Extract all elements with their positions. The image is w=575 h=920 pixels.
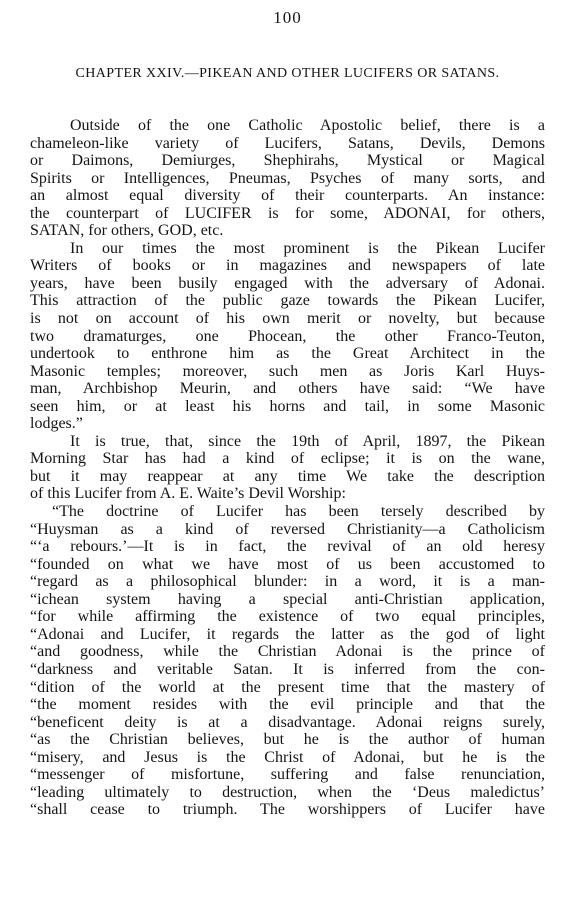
text-line: Morning Star has had a kind of eclipse; it is on the wane, <box>30 450 545 468</box>
text-line: “misery, and Jesus is the Christ of Adonai, but he is the <box>30 748 545 766</box>
page-number: 100 <box>273 8 302 27</box>
text-line: years, have been busily engaged with the adversary of Adonai. <box>30 274 545 292</box>
text-line: an almost equal diversity of their counterparts. An instance: <box>30 187 545 205</box>
text-line: Spirits or Intelligences, Pneumas, Psyches of many sorts, and <box>30 169 545 187</box>
text-line: seen him, or at least his horns and tail, in some Masonic <box>30 397 545 415</box>
text-line: but it may reappear at any time We take the description <box>30 467 545 485</box>
text-line: Masonic temples; moreover, such men as Joris Karl Huys- <box>30 362 545 380</box>
text-line: “Adonai and Lucifer, it regards the latter as the god of light <box>30 625 545 643</box>
text-line: “darkness and veritable Satan. It is inferred from the con- <box>30 660 545 678</box>
text-line: “for while affirming the existence of two equal principles, <box>30 608 545 626</box>
text-line: “ichean system having a special anti-Christian application, <box>30 590 545 608</box>
text-line: SATAN, for others, GOD, etc. <box>30 222 224 240</box>
text-line: the counterpart of LUCIFER is for some, ADONAI, for others, <box>30 204 545 222</box>
text-line: is not on account of his own merit or novelty, but because <box>30 310 545 328</box>
text-line: “founded on what we have most of us been accustomed to <box>30 555 545 573</box>
text-line: “dition of the world at the present time that the mastery of <box>30 678 545 696</box>
body-text <box>30 117 545 819</box>
text-line: chameleon-like variety of Lucifers, Satans, Devils, Demons <box>30 134 545 152</box>
text-line: “leading ultimately to destruction, when the ‘Deus maledictus’ <box>30 783 545 801</box>
text-line: “Huysman as a kind of reversed Christianity—a Catholicism <box>30 520 545 538</box>
text-line: “The doctrine of Lucifer has been tersely described by <box>52 503 545 521</box>
text-line: man, Archbishop Meurin, and others have said: “We have <box>30 380 545 398</box>
text-line: “shall cease to triumph. The worshippers of Lucifer have <box>30 801 545 819</box>
text-line: “messenger of misfortune, suffering and false renunciation, <box>30 766 545 784</box>
text-line: “‘a rebours.’—It is in fact, the revival of an old heresy <box>30 538 545 556</box>
text-line: Outside of the one Catholic Apostolic belief, there is a <box>70 117 545 134</box>
text-line: undertook to enthrone him as the Great Architect in the <box>30 345 545 363</box>
text-line: “regard as a philosophical blunder: in a word, it is a man- <box>30 573 545 591</box>
text-line: or Daimons, Demiurges, Shephirahs, Mystical or Magical <box>30 152 545 170</box>
text-line: of this Lucifer from A. E. Waite’s Devil Worship: <box>30 485 346 503</box>
text-line: “beneficent deity is at a disadvantage. Adonai reigns surely, <box>30 713 545 731</box>
text-line: It is true, that, since the 19th of April, 1897, the Pikean <box>70 432 545 450</box>
chapter-title: CHAPTER XXIV.—PIKEAN AND OTHER LUCIFERS OR SATANS. <box>75 66 500 81</box>
text-line: This attraction of the public gaze towards the Pikean Lucifer, <box>30 292 545 310</box>
text-line: In our times the most prominent is the Pikean Lucifer <box>70 239 545 257</box>
text-line: lodges.” <box>30 415 83 433</box>
text-line: “as the Christian believes, but he is the author of human <box>30 731 545 749</box>
text-line: “the moment resides with the evil principle and that the <box>30 696 545 714</box>
text-line: two dramaturges, one Phocean, the other Franco-Teuton, <box>30 327 545 345</box>
text-line: Writers of books or in magazines and newspapers of late <box>30 257 545 275</box>
text-line: “and goodness, while the Christian Adonai is the prince of <box>30 643 545 661</box>
